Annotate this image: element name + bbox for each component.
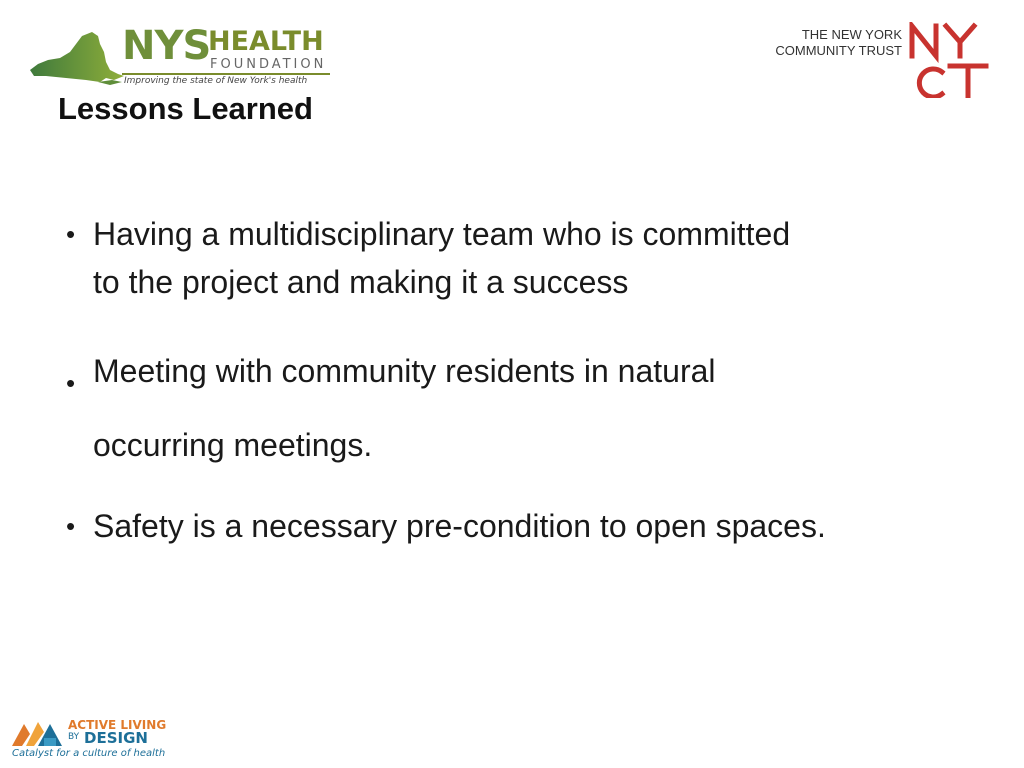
nys-wordmark: NYS — [122, 23, 211, 69]
nys-tagline: Improving the state of New York's health — [124, 76, 308, 86]
logo-rule — [122, 73, 330, 75]
bullet-line: Having a multidisciplinary team who is committed — [93, 216, 791, 252]
design-text: DESIGN — [84, 729, 148, 747]
bullet-item — [66, 502, 946, 550]
bullet-list — [66, 210, 946, 550]
active-living-by-design-logo — [10, 716, 180, 764]
nyct-logo — [768, 22, 990, 98]
by-text: BY — [68, 732, 80, 742]
nyct-line-2: COMMUNITY TRUST — [775, 43, 902, 58]
bullet-dot: • — [66, 219, 76, 249]
foundation-wordmark: FOUNDATION — [210, 57, 327, 72]
bullet-item — [66, 334, 946, 482]
bullet-item — [66, 210, 946, 306]
nyct-monogram-icon — [906, 22, 990, 98]
bullet-dot: • — [66, 368, 76, 398]
bullet-line: to the project and making it a success — [93, 264, 629, 300]
slide-title: Lessons Learned — [58, 91, 313, 126]
nyct-wordmark — [775, 27, 902, 59]
albd-tagline: Catalyst for a culture of health — [12, 748, 166, 759]
bullet-line: occurring meetings. — [93, 427, 373, 463]
nys-health-foundation-logo — [26, 22, 336, 92]
active-living-text: ACTIVE LIVING — [68, 718, 167, 732]
new-york-state-map-icon — [26, 30, 126, 86]
active-living-mark-icon — [10, 718, 64, 748]
bullet-dot: • — [66, 511, 76, 541]
bullet-line: Safety is a necessary pre-condition to open spaces. — [93, 508, 826, 544]
bullet-line: Meeting with community residents in natural — [93, 353, 716, 389]
nyct-line-1: THE NEW YORK — [801, 27, 902, 42]
health-wordmark: HEALTH — [208, 26, 324, 57]
